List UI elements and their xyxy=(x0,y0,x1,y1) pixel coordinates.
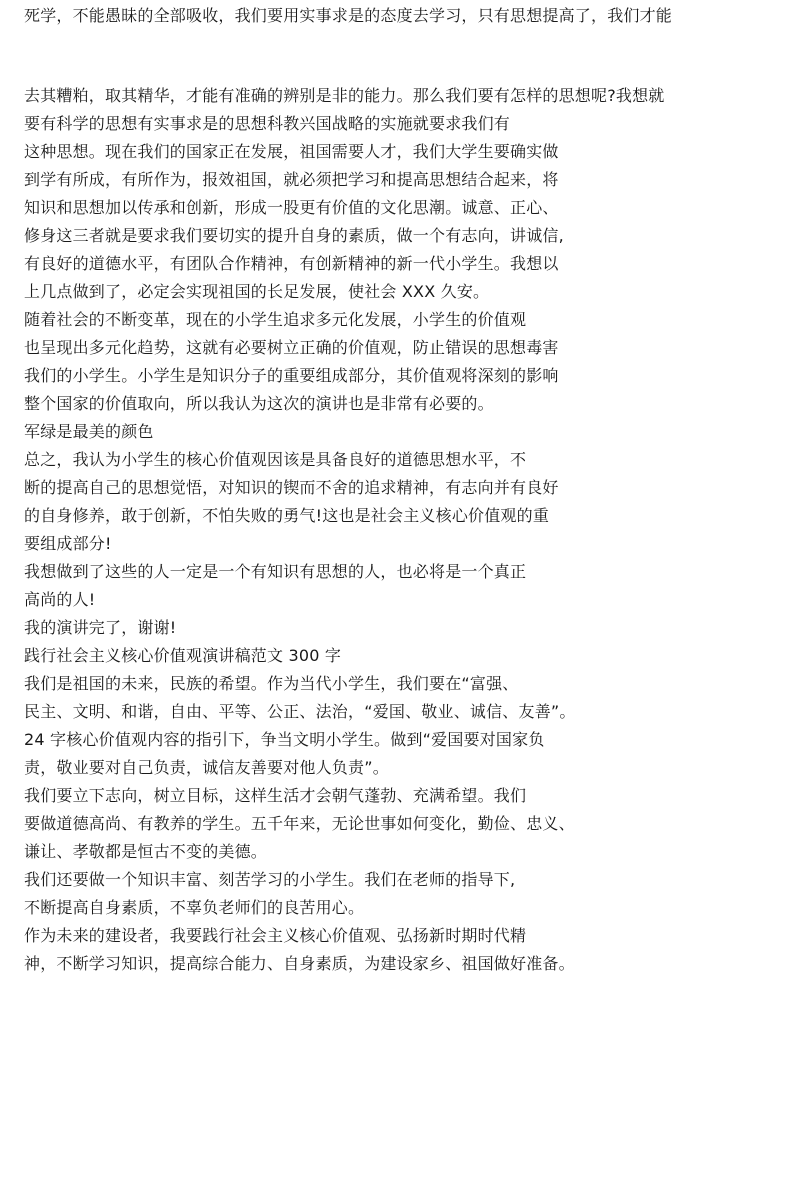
text-line: 我想做到了这些的人一定是一个有知识有思想的人，也必将是一个真正 xyxy=(24,562,527,581)
text-line: 24 字核心价值观内容的指引下，争当文明小学生。做到“爱国要对国家负 xyxy=(24,730,545,749)
text-line: 随着社会的不断变革，现在的小学生追求多元化发展，小学生的价值观 xyxy=(24,310,527,329)
text-line: 责，敬业要对自己负责，诚信友善要对他人负责”。 xyxy=(24,758,389,777)
text-line: 整个国家的价值取向，所以我认为这次的演讲也是非常有必要的。 xyxy=(24,394,494,413)
text-line: 总之，我认为小学生的核心价值观因该是具备良好的道德思想水平，不 xyxy=(24,450,527,469)
text-line: 有良好的道德水平，有团队合作精神，有创新精神的新一代小学生。我想以 xyxy=(24,254,559,273)
text-line: 我们的小学生。小学生是知识分子的重要组成部分，其价值观将深刻的影响 xyxy=(24,366,559,385)
text-line: 这种思想。现在我们的国家正在发展，祖国需要人才，我们大学生要确实做 xyxy=(24,142,559,161)
text-line: 上几点做到了，必定会实现祖国的长足发展，使社会 XXX 久安。 xyxy=(24,282,490,301)
text-line: 我的演讲完了，谢谢! xyxy=(24,618,177,637)
section-title: 践行社会主义核心价值观演讲稿范文 300 字 xyxy=(24,646,342,665)
text-line: 军绿是最美的颜色 xyxy=(24,422,154,441)
text-line: 知识和思想加以传承和创新，形成一股更有价值的文化思潮。诚意、正心、 xyxy=(24,198,559,217)
text-line: 要有科学的思想有实事求是的思想科教兴国战略的实施就要求我们有 xyxy=(24,114,511,133)
text-line: 的自身修养，敢于创新，不怕失败的勇气!这也是社会主义核心价值观的重 xyxy=(24,506,550,525)
text-line: 要组成部分! xyxy=(24,534,112,553)
text-line: 作为未来的建设者，我要践行社会主义核心价值观、弘扬新时期时代精 xyxy=(24,926,527,945)
text-line: 死学，不能愚昧的全部吸收，我们要用实事求是的态度去学习，只有思想提高了，我们才能 xyxy=(24,6,673,25)
text-line: 谦让、孝敬都是恒古不变的美德。 xyxy=(24,842,268,861)
text-line: 神，不断学习知识，提高综合能力、自身素质，为建设家乡、祖国做好准备。 xyxy=(24,954,575,973)
text-line: 去其糟粕，取其精华，才能有准确的辨别是非的能力。那么我们要有怎样的思想呢?我想就 xyxy=(24,86,665,105)
text-line: 我们是祖国的未来，民族的希望。作为当代小学生，我们要在“富强、 xyxy=(24,674,519,693)
text-line: 修身这三者就是要求我们要切实的提升自身的素质，做一个有志向，讲诚信, xyxy=(24,226,564,245)
text-line: 要做道德高尚、有教养的学生。五千年来，无论世事如何变化，勤俭、忠义、 xyxy=(24,814,575,833)
text-line: 断的提高自己的思想觉悟，对知识的锲而不舍的追求精神，有志向并有良好 xyxy=(24,478,559,497)
text-line: 高尚的人! xyxy=(24,590,96,609)
text-line: 我们要立下志向，树立目标，这样生活才会朝气蓬勃、充满希望。我们 xyxy=(24,786,527,805)
text-line: 不断提高自身素质，不辜负老师们的良苦用心。 xyxy=(24,898,365,917)
text-line: 也呈现出多元化趋势，这就有必要树立正确的价值观，防止错误的思想毒害 xyxy=(24,338,559,357)
text-line: 到学有所成，有所作为，报效祖国，就必须把学习和提高思想结合起来，将 xyxy=(24,170,559,189)
text-line: 我们还要做一个知识丰富、刻苦学习的小学生。我们在老师的指导下, xyxy=(24,870,516,889)
text-line: 民主、文明、和谐，自由、平等、公正、法治，“爱国、敬业、诚信、友善”。 xyxy=(24,702,576,721)
